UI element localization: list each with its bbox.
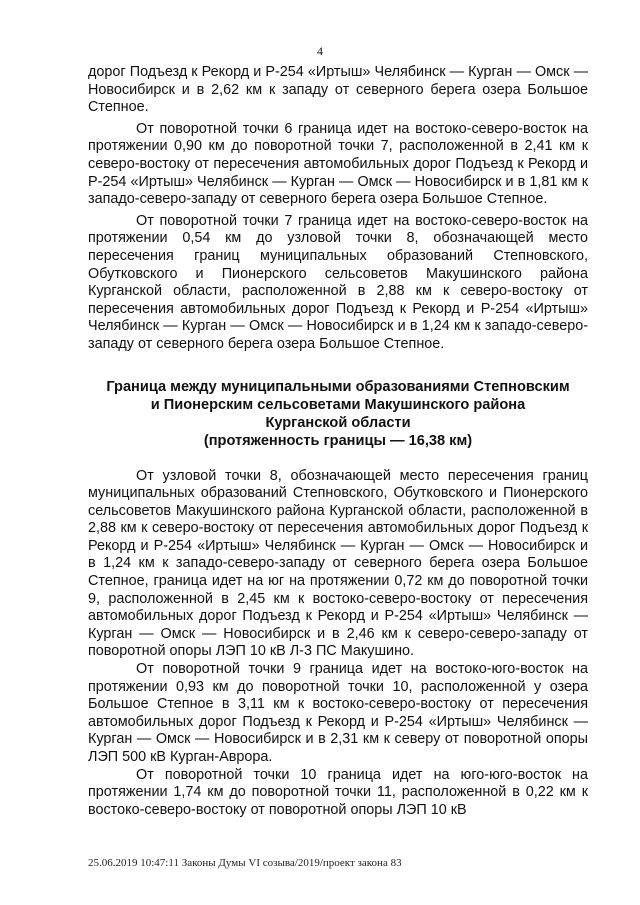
paragraph-point-6: От поворотной точки 6 граница идет на востоко-северо-восток на протяжении 0,90 км до поворотной точки 7, расположенной в 2,41 км к северо-востоку от пересечения автомобильных дорог Подъезд к Рекорд и Р-254 «Иртыш» Челябинск — Курган — Омск — Новосибирск и в 1,81 км к западо-северо-западу от северного берега озера Большое Степное. — [88, 120, 588, 208]
heading-line-3: Курганской области — [265, 414, 411, 431]
paragraph-point-9: От поворотной точки 9 граница идет на востоко-юго-восток на протяжении 0,93 км до поворотной точки 10, расположенной у озера Большое Степное в 3,11 км к востоко-северо-востоку от пересечения автомобильных дорог Подъезд к Рекорд и Р-254 «Иртыш» Челябинск — Курган — Омск — Новосибирск и в 2,31 км к северу от поворотной опоры ЛЭП 500 кВ Курган-Аврора. — [88, 661, 588, 765]
document-footer: 25.06.2019 10:47:11 Законы Думы VI созыва/2019/проект закона 83 — [88, 857, 402, 869]
heading-line-2: и Пионерским сельсоветами Макушинского района — [150, 396, 526, 413]
paragraph-point-8: От узловой точки 8, обозначающей место пересечения границ муниципальных образований Степновского, Обутковского и Пионерского сельсоветов Макушинского района Курганской области, расположенной в 2,88 км к северо-востоку от пересечения автомобильных дорог Подъезд к Рекорд и Р-254 «Иртыш» Челябинск — Курган — Омск — Новосибирск и в 1,24 км к западо-северо-западу от северного берега озера Большое Степное, граница идет на юг на протяжении 0,72 км до поворотной точки 9, расположенной в 2,45 км к востоко-северо-востоку от пересечения автомобильных дорог Подъезд к Рекорд и Р-254 «Иртыш» Челябинск — Курган — Омск — Новосибирск и в 2,46 км к северо-северо-западу от поворотной опоры ЛЭП 10 кВ Л-3 ПС Макушино. — [88, 467, 588, 660]
document-body — [88, 64, 588, 819]
section-heading — [88, 378, 588, 450]
paragraph-continuation: дорог Подъезд к Рекорд и Р-254 «Иртыш» Челябинск — Курган — Омск — Новосибирск и в 2,62 км к западу от северного берега озера Большое Степное. — [88, 64, 588, 116]
paragraph-point-10: От поворотной точки 10 граница идет на юго-юго-восток на протяжении 1,74 км до поворотной точки 11, расположенной в 0,22 км к востоко-северо-востоку от поворотной опоры ЛЭП 10 кВ — [88, 766, 588, 818]
heading-line-1: Граница между муниципальными образованиями Степновским — [106, 378, 570, 395]
heading-line-4: (протяженность границы — 16,38 км) — [203, 432, 473, 449]
page-number: 4 — [317, 44, 323, 58]
paragraph-point-7: От поворотной точки 7 граница идет на востоко-северо-восток на протяжении 0,54 км до узловой точки 8, обозначающей место пересечения границ муниципальных образований Степновского, Обутковского и Пионерского сельсоветов Макушинского района Курганской области, расположенной в 2,88 км к северо-востоку от пересечения автомобильных дорог Подъезд к Рекорд и Р-254 «Иртыш» Челябинск — Курган — Омск — Новосибирск и в 1,24 км к западо-северо-западу от северного берега озера Большое Степное. — [88, 212, 588, 352]
